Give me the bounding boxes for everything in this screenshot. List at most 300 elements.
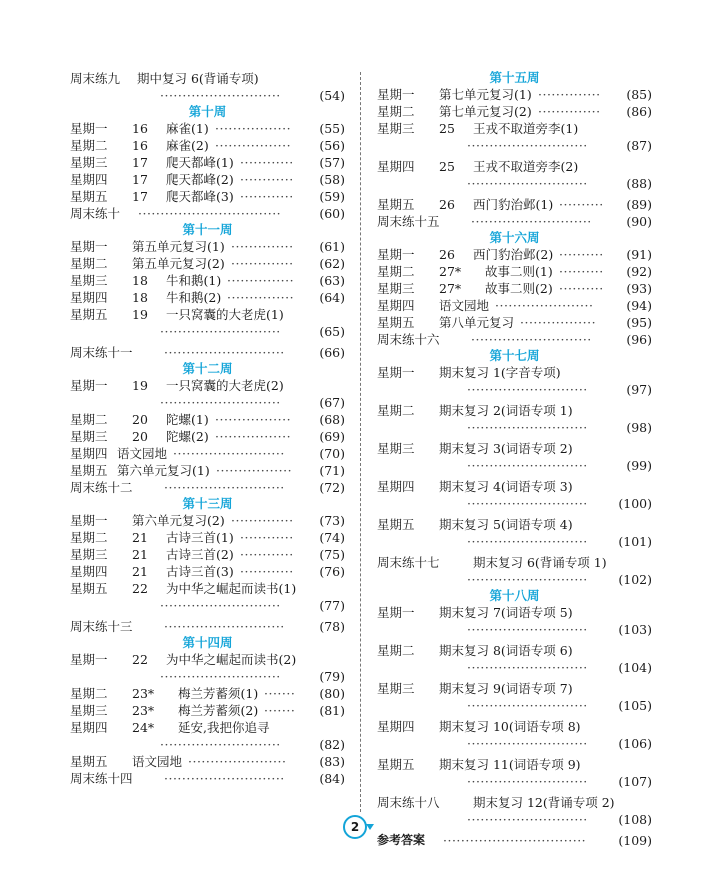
leader-dots: ······· <box>264 703 296 718</box>
page-ref: (91) <box>626 247 652 262</box>
lesson-number: 17 <box>132 172 148 187</box>
toc-entry-continuation <box>377 495 652 512</box>
lesson-number: 20 <box>132 412 148 427</box>
toc-entry-continuation <box>377 621 652 638</box>
entry-day: 星期四 <box>70 172 108 187</box>
lesson-number: 17 <box>132 155 148 170</box>
page-ref: (77) <box>319 598 345 613</box>
lesson-number: 25 <box>439 159 455 174</box>
toc-entry-continuation <box>377 659 652 676</box>
leader-dots: ··························· <box>160 324 281 339</box>
lesson-number: 20 <box>132 429 148 444</box>
leader-dots: ································ <box>443 833 587 848</box>
toc-entry <box>377 680 652 697</box>
toc-entry <box>377 402 652 419</box>
page-ref: (70) <box>319 446 345 461</box>
leader-dots: ············ <box>240 155 294 170</box>
page-ref: (97) <box>626 382 652 397</box>
entry-title: 第六单元复习(1) <box>117 463 210 478</box>
toc-entry-continuation <box>377 381 652 398</box>
page-ref: (83) <box>319 754 345 769</box>
page-ref: (76) <box>319 564 345 579</box>
toc-entry <box>70 411 345 428</box>
toc-entry <box>70 120 345 137</box>
lesson-number: 19 <box>132 378 148 393</box>
toc-entry <box>377 196 652 213</box>
leader-dots: ·············· <box>538 104 601 119</box>
entry-title: 期末复习 3(词语专项 2) <box>439 441 573 456</box>
page-ref: (62) <box>319 256 345 271</box>
entry-day: 星期二 <box>70 412 108 427</box>
lesson-number: 18 <box>132 290 148 305</box>
page-ref: (81) <box>319 703 345 718</box>
entry-day: 星期四 <box>377 479 415 494</box>
entry-title: 一只窝囊的大老虎(2) <box>166 378 284 393</box>
toc-entry <box>70 289 345 306</box>
leader-dots: ································ <box>138 206 282 221</box>
entry-day: 星期一 <box>377 365 415 380</box>
entry-day: 星期三 <box>70 429 108 444</box>
entry-title: 期末复习 6(背诵专项 1) <box>473 555 607 570</box>
toc-entry-continuation <box>377 697 652 714</box>
leader-dots: ··························· <box>467 622 588 637</box>
leader-dots: ··························· <box>160 669 281 684</box>
page-ref: (105) <box>618 698 652 713</box>
entry-day: 周末练十 <box>70 206 121 221</box>
toc-entry <box>377 213 652 230</box>
page-ref: (61) <box>319 239 345 254</box>
entry-title: 第六单元复习(2) <box>132 513 225 528</box>
leader-dots: ················· <box>215 412 292 427</box>
entry-day: 星期三 <box>377 681 415 696</box>
page-ref: (69) <box>319 429 345 444</box>
entry-title: 延安,我把你追寻 <box>178 720 270 735</box>
toc-entry <box>70 529 345 546</box>
page-ref: (108) <box>618 812 652 827</box>
page-ref: (107) <box>618 774 652 789</box>
leader-dots: ······· <box>264 686 296 701</box>
entry-title: 王戎不取道旁李(1) <box>473 121 579 136</box>
entry-title: 期中复习 6(背诵专项) <box>137 71 259 86</box>
lesson-number: 26 <box>439 197 455 212</box>
lesson-number: 17 <box>132 189 148 204</box>
leader-dots: ··························· <box>467 736 588 751</box>
page-ref: (63) <box>319 273 345 288</box>
toc-entry <box>70 479 345 496</box>
toc-entry-continuation <box>70 323 345 340</box>
page-ref: (85) <box>626 87 652 102</box>
leader-dots: ················· <box>215 121 292 136</box>
page-ref: (60) <box>319 206 345 221</box>
toc-entry-continuation <box>377 773 652 790</box>
page-ref: (65) <box>319 324 345 339</box>
entry-title: 古诗三首(1) <box>166 530 234 545</box>
entry-day: 星期三 <box>70 547 108 562</box>
leader-dots: ·········· <box>559 197 604 212</box>
entry-day: 星期五 <box>70 189 108 204</box>
entry-day: 星期三 <box>377 281 415 296</box>
leader-dots: ························· <box>173 446 285 461</box>
entry-day: 星期四 <box>377 298 415 313</box>
page-ref: (92) <box>626 264 652 279</box>
leader-dots: ············ <box>240 564 294 579</box>
entry-title: 陀螺(2) <box>166 429 209 444</box>
entry-day: 星期五 <box>70 754 108 769</box>
leader-dots: ··························· <box>160 395 281 410</box>
entry-title: 牛和鹅(1) <box>166 273 222 288</box>
toc-entry <box>377 103 652 120</box>
entry-day: 星期四 <box>70 720 108 735</box>
leader-dots: ············ <box>240 172 294 187</box>
leader-dots: ··························· <box>467 572 588 587</box>
toc-entry <box>70 272 345 289</box>
leader-dots: ············ <box>240 530 294 545</box>
lesson-number: 16 <box>132 138 148 153</box>
entry-title: 梅兰芳蓄须(1) <box>178 686 259 701</box>
page-number: 2 <box>350 820 360 834</box>
toc-entry <box>70 188 345 205</box>
entry-title: 期末复习 5(词语专项 4) <box>439 517 573 532</box>
toc-entry <box>70 255 345 272</box>
leader-dots: ················· <box>215 429 292 444</box>
page-ref: (66) <box>319 345 345 360</box>
lesson-number: 27* <box>439 264 462 279</box>
toc-entry <box>377 263 652 280</box>
page-ref: (59) <box>319 189 345 204</box>
week-heading: 第十六周 <box>489 230 540 245</box>
toc-entry <box>377 604 652 621</box>
entry-day: 星期一 <box>70 652 108 667</box>
lesson-number: 27* <box>439 281 462 296</box>
leader-dots: ··························· <box>467 774 588 789</box>
entry-day: 星期四 <box>377 719 415 734</box>
page-ref: (80) <box>319 686 345 701</box>
lesson-number: 22 <box>132 581 148 596</box>
toc-entry <box>70 205 345 222</box>
page-ref: (68) <box>319 412 345 427</box>
page-ref: (78) <box>319 619 345 634</box>
page-ref: (101) <box>618 534 652 549</box>
toc-entry-continuation <box>377 533 652 550</box>
entry-title: 第七单元复习(1) <box>439 87 532 102</box>
page-ref: (102) <box>618 572 652 587</box>
entry-day: 周末练十三 <box>70 619 133 634</box>
leader-dots: ··························· <box>467 534 588 549</box>
page-ref: (96) <box>626 332 652 347</box>
leader-dots: ················· <box>520 315 597 330</box>
page-ref: (88) <box>626 176 652 191</box>
page-ref: (57) <box>319 155 345 170</box>
column-divider <box>360 72 361 812</box>
entry-title: 期末复习 2(词语专项 1) <box>439 403 573 418</box>
lesson-number: 21 <box>132 530 148 545</box>
entry-title: 语文园地 <box>117 446 168 461</box>
entry-title: 故事二则(1) <box>485 264 553 279</box>
toc-entry <box>377 642 652 659</box>
leader-dots: ··························· <box>467 698 588 713</box>
toc-entry-continuation <box>70 597 345 614</box>
toc-left-column <box>70 70 345 787</box>
entry-title: 期末复习 4(词语专项 3) <box>439 479 573 494</box>
toc-entry <box>70 546 345 563</box>
entry-title: 第五单元复习(1) <box>132 239 225 254</box>
entry-title: 一只窝囊的大老虎(1) <box>166 307 284 322</box>
page-ref: (86) <box>626 104 652 119</box>
lesson-number: 25 <box>439 121 455 136</box>
page-ref: (84) <box>319 771 345 786</box>
entry-title: 语文园地 <box>132 754 183 769</box>
arrow-down-icon <box>365 822 375 832</box>
entry-day: 周末练九 <box>70 71 121 86</box>
toc-entry-continuation <box>70 736 345 753</box>
entry-day: 星期二 <box>70 686 108 701</box>
toc-entry <box>377 314 652 331</box>
toc-entry <box>377 158 652 175</box>
toc-entry-continuation <box>377 571 652 588</box>
toc-entry <box>70 377 345 394</box>
toc-entry <box>377 246 652 263</box>
leader-dots: ··························· <box>471 332 592 347</box>
lesson-number: 18 <box>132 273 148 288</box>
page-ref: (95) <box>626 315 652 330</box>
leader-dots: ··························· <box>467 458 588 473</box>
week-heading: 第十周 <box>188 104 227 119</box>
entry-title: 古诗三首(3) <box>166 564 234 579</box>
entry-title: 为中华之崛起而读书(1) <box>166 581 297 596</box>
toc-entry <box>70 770 345 787</box>
page-ref: (109) <box>618 833 652 848</box>
page-ref: (99) <box>626 458 652 473</box>
entry-day: 星期五 <box>70 463 108 478</box>
leader-dots: ·········· <box>559 247 604 262</box>
page-ref: (73) <box>319 513 345 528</box>
leader-dots: ··························· <box>160 88 281 103</box>
leader-dots: ··························· <box>467 496 588 511</box>
toc-entry <box>377 120 652 137</box>
entry-day: 星期五 <box>377 517 415 532</box>
page-ref: (56) <box>319 138 345 153</box>
page-ref: (94) <box>626 298 652 313</box>
entry-day: 星期一 <box>70 121 108 136</box>
toc-entry <box>377 516 652 533</box>
entry-day: 周末练十六 <box>377 332 440 347</box>
leader-dots: ··························· <box>467 138 588 153</box>
entry-title: 第七单元复习(2) <box>439 104 532 119</box>
toc-entry-continuation <box>377 457 652 474</box>
leader-dots: ·············· <box>231 513 294 528</box>
page-ref: (75) <box>319 547 345 562</box>
leader-dots: ··························· <box>164 619 285 634</box>
leader-dots: ··························· <box>160 737 281 752</box>
leader-dots: ··························· <box>467 812 588 827</box>
toc-entry <box>377 794 652 811</box>
leader-dots: ·············· <box>538 87 601 102</box>
entry-day: 周末练十七 <box>377 555 440 570</box>
toc-entry-continuation <box>70 668 345 685</box>
entry-day: 星期一 <box>377 87 415 102</box>
toc-entry-answers <box>377 832 652 849</box>
toc-entry <box>70 306 345 323</box>
leader-dots: ·········· <box>559 264 604 279</box>
lesson-number: 21 <box>132 564 148 579</box>
toc-entry <box>377 364 652 381</box>
toc-entry-continuation <box>70 87 345 104</box>
entry-day: 星期三 <box>377 121 415 136</box>
entry-title: 爬天都峰(1) <box>166 155 234 170</box>
entry-title: 古诗三首(2) <box>166 547 234 562</box>
page-ref: (104) <box>618 660 652 675</box>
toc-entry <box>377 86 652 103</box>
week-heading: 第十五周 <box>489 70 540 85</box>
entry-title: 期末复习 7(词语专项 5) <box>439 605 573 620</box>
entry-day: 星期五 <box>377 315 415 330</box>
toc-entry <box>377 280 652 297</box>
toc-entry <box>70 512 345 529</box>
page-ref: (98) <box>626 420 652 435</box>
page-ref: (106) <box>618 736 652 751</box>
leader-dots: ······················ <box>495 298 594 313</box>
entry-title: 期末复习 1(字音专项) <box>439 365 561 380</box>
leader-dots: ··························· <box>164 345 285 360</box>
entry-day: 星期五 <box>70 307 108 322</box>
week-heading: 第十四周 <box>182 635 233 650</box>
entry-title: 爬天都峰(3) <box>166 189 234 204</box>
toc-entry <box>70 618 345 635</box>
entry-title: 西门豹治邺(1) <box>473 197 554 212</box>
toc-entry-continuation <box>377 175 652 192</box>
toc-entry <box>70 238 345 255</box>
toc-entry-continuation <box>377 137 652 154</box>
entry-title: 期末复习 10(词语专项 8) <box>439 719 581 734</box>
entry-title: 王戎不取道旁李(2) <box>473 159 579 174</box>
leader-dots: ······················ <box>188 754 287 769</box>
entry-day: 星期二 <box>377 403 415 418</box>
entry-day: 星期一 <box>70 378 108 393</box>
toc-entry-continuation <box>70 394 345 411</box>
entry-title: 期末复习 11(词语专项 9) <box>439 757 581 772</box>
page-ref: (103) <box>618 622 652 637</box>
leader-dots: ··························· <box>467 660 588 675</box>
leader-dots: ·············· <box>231 256 294 271</box>
entry-day: 星期一 <box>70 513 108 528</box>
entry-title: 爬天都峰(2) <box>166 172 234 187</box>
toc-entry <box>70 753 345 770</box>
toc-entry <box>70 171 345 188</box>
entry-day: 星期五 <box>377 197 415 212</box>
week-heading: 第十八周 <box>489 588 540 603</box>
leader-dots: ··························· <box>164 480 285 495</box>
toc-entry <box>377 440 652 457</box>
entry-title: 期末复习 12(背诵专项 2) <box>473 795 615 810</box>
entry-day: 周末练十二 <box>70 480 133 495</box>
toc-entry <box>377 478 652 495</box>
entry-day: 星期二 <box>70 138 108 153</box>
entry-day: 星期二 <box>70 530 108 545</box>
week-heading: 第十一周 <box>182 222 233 237</box>
entry-day: 星期一 <box>377 247 415 262</box>
toc-entry <box>377 554 652 571</box>
entry-day: 星期三 <box>70 155 108 170</box>
toc-entry <box>70 685 345 702</box>
page-ref: (71) <box>319 463 345 478</box>
leader-dots: ·············· <box>231 239 294 254</box>
toc-entry <box>377 756 652 773</box>
entry-title: 第五单元复习(2) <box>132 256 225 271</box>
leader-dots: ··························· <box>471 214 592 229</box>
toc-entry-continuation <box>377 811 652 828</box>
lesson-number: 23* <box>132 686 155 701</box>
page-ref: (67) <box>319 395 345 410</box>
page-ref: (100) <box>618 496 652 511</box>
toc-entry-continuation <box>377 419 652 436</box>
leader-dots: ··························· <box>467 176 588 191</box>
toc-right-column <box>377 70 652 849</box>
toc-entry <box>70 702 345 719</box>
entry-title: 牛和鹅(2) <box>166 290 222 305</box>
entry-day: 周末练十一 <box>70 345 133 360</box>
page-ref: (55) <box>319 121 345 136</box>
entry-day: 星期三 <box>377 441 415 456</box>
entry-title: 西门豹治邺(2) <box>473 247 554 262</box>
leader-dots: ··························· <box>467 420 588 435</box>
lesson-number: 23* <box>132 703 155 718</box>
entry-day: 星期四 <box>70 290 108 305</box>
leader-dots: ············ <box>240 547 294 562</box>
page-ref: (72) <box>319 480 345 495</box>
toc-entry <box>70 445 345 462</box>
toc-entry <box>70 462 345 479</box>
entry-day: 星期五 <box>70 581 108 596</box>
leader-dots: ··························· <box>160 598 281 613</box>
leader-dots: ··············· <box>227 290 295 305</box>
page-ref: (64) <box>319 290 345 305</box>
toc-entry <box>70 428 345 445</box>
entry-title: 麻雀(2) <box>166 138 209 153</box>
entry-title: 第八单元复习 <box>439 315 515 330</box>
entry-day: 星期二 <box>377 264 415 279</box>
entry-title: 故事二则(2) <box>485 281 553 296</box>
entry-title: 陀螺(1) <box>166 412 209 427</box>
page-ref: (90) <box>626 214 652 229</box>
lesson-number: 19 <box>132 307 148 322</box>
toc-entry <box>70 154 345 171</box>
entry-title: 期末复习 9(词语专项 7) <box>439 681 573 696</box>
entry-title: 语文园地 <box>439 298 490 313</box>
entry-day: 周末练十五 <box>377 214 440 229</box>
week-heading: 第十七周 <box>489 348 540 363</box>
entry-day: 星期二 <box>377 104 415 119</box>
entry-day: 星期二 <box>377 643 415 658</box>
page-ref: (87) <box>626 138 652 153</box>
lesson-number: 24* <box>132 720 155 735</box>
lesson-number: 16 <box>132 121 148 136</box>
toc-entry <box>377 331 652 348</box>
entry-day: 星期一 <box>70 239 108 254</box>
leader-dots: ··············· <box>227 273 295 288</box>
toc-entry <box>70 719 345 736</box>
leader-dots: ················· <box>215 138 292 153</box>
entry-day: 周末练十八 <box>377 795 440 810</box>
entry-day: 星期一 <box>377 605 415 620</box>
entry-day: 星期四 <box>377 159 415 174</box>
entry-day: 星期四 <box>70 446 108 461</box>
lesson-number: 21 <box>132 547 148 562</box>
page-ref: (79) <box>319 669 345 684</box>
entry-title: 麻雀(1) <box>166 121 209 136</box>
entry-day: 星期二 <box>70 256 108 271</box>
entry-day: 星期四 <box>70 564 108 579</box>
entry-title: 梅兰芳蓄须(2) <box>178 703 259 718</box>
